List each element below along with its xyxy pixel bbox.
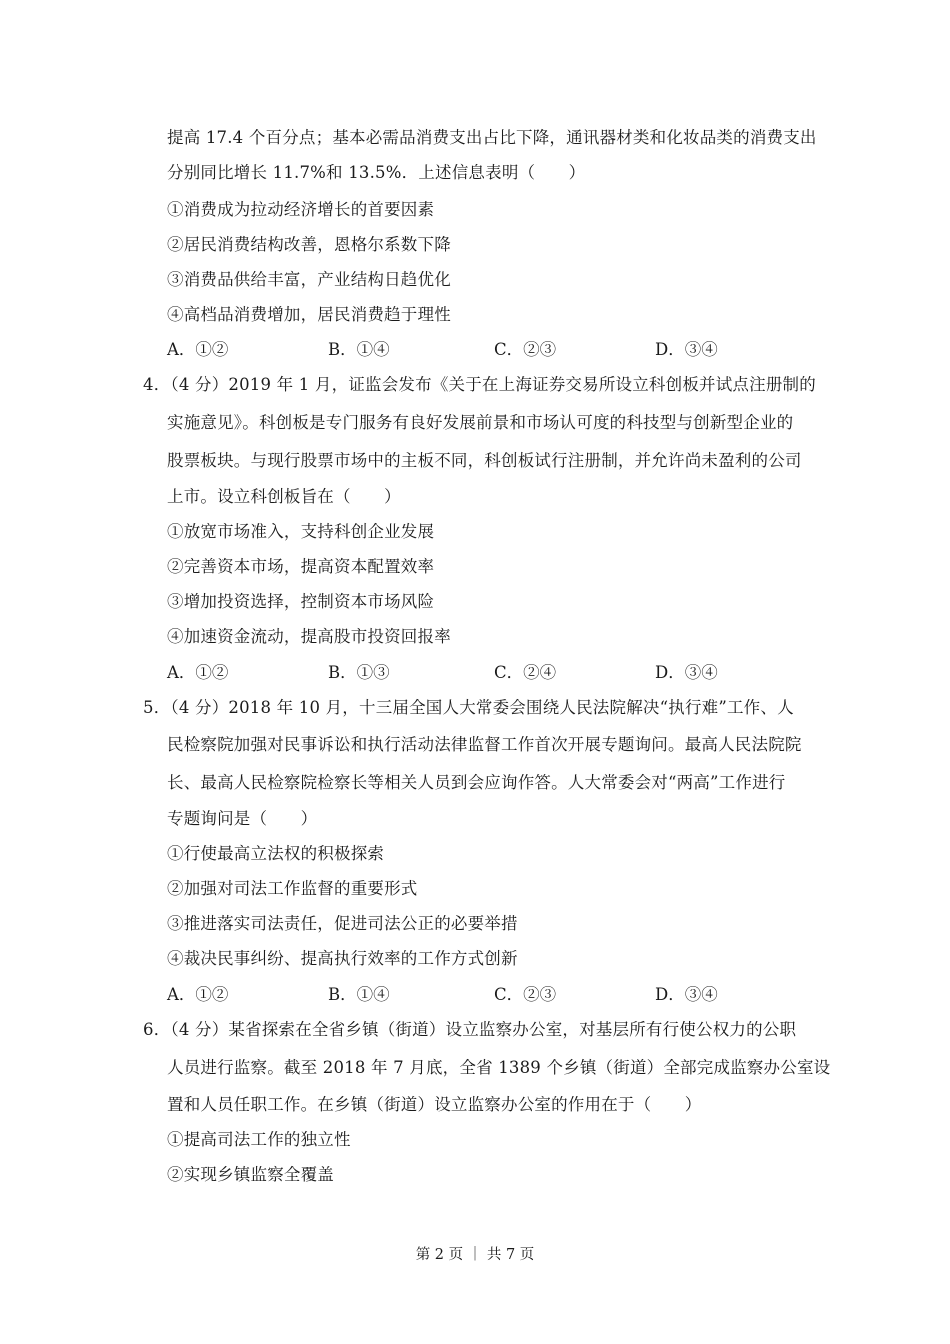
q3-option-b: B．①④ bbox=[328, 340, 390, 359]
q5-option-b: B．①④ bbox=[328, 985, 390, 1004]
q3-line-1: 提高 17.4 个百分点；基本必需品消费支出占比下降，通讯器材类和化妆品类的消费支出 bbox=[167, 128, 817, 147]
q6-item-2: ②实现乡镇监察全覆盖 bbox=[167, 1165, 334, 1184]
q3-option-c: C．②③ bbox=[494, 340, 557, 359]
q6-line-3: 置和人员任职工作。在乡镇（街道）设立监察办公室的作用在于（ ） bbox=[167, 1095, 702, 1114]
q6-line-1: 6．（4 分）某省探索在全省乡镇（街道）设立监察办公室，对基层所有行使公权力的公职 bbox=[143, 1020, 797, 1039]
q5-line-4: 专题询问是（ ） bbox=[167, 809, 318, 828]
q5-option-d: D．③④ bbox=[655, 985, 718, 1004]
q3-option-a: A．①② bbox=[167, 340, 229, 359]
q3-option-d: D．③④ bbox=[655, 340, 718, 359]
q5-item-4: ④裁决民事纠纷、提高执行效率的工作方式创新 bbox=[167, 949, 518, 968]
q4-item-1: ①放宽市场准入，支持科创企业发展 bbox=[167, 522, 435, 541]
q3-item-4: ④高档品消费增加，居民消费趋于理性 bbox=[167, 305, 451, 324]
page-footer: 第 2 页 ｜ 共 7 页 bbox=[415, 1247, 535, 1263]
q4-item-2: ②完善资本市场，提高资本配置效率 bbox=[167, 557, 435, 576]
q4-option-c: C．②④ bbox=[494, 663, 557, 682]
q6-line-2: 人员进行监察。截至 2018 年 7 月底，全省 1389 个乡镇（街道）全部完成监察办公室设 bbox=[167, 1058, 831, 1077]
q6-item-1: ①提高司法工作的独立性 bbox=[167, 1130, 351, 1149]
q3-item-3: ③消费品供给丰富，产业结构日趋优化 bbox=[167, 270, 451, 289]
q4-item-4: ④加速资金流动，提高股市投资回报率 bbox=[167, 627, 451, 646]
q4-line-2: 实施意见》。科创板是专门服务有良好发展前景和市场认可度的科技型与创新型企业的 bbox=[167, 413, 794, 432]
q5-option-c: C．②③ bbox=[494, 985, 557, 1004]
q3-item-2: ②居民消费结构改善，恩格尔系数下降 bbox=[167, 235, 451, 254]
q4-option-a: A．①② bbox=[167, 663, 229, 682]
q5-line-2: 民检察院加强对民事诉讼和执行活动法律监督工作首次开展专题询问。最高人民法院院 bbox=[167, 735, 802, 754]
q4-option-b: B．①③ bbox=[328, 663, 390, 682]
q3-line-2: 分别同比增长 11.7%和 13.5%．上述信息表明（ ） bbox=[167, 163, 586, 182]
q4-line-3: 股票板块。与现行股票市场中的主板不同，科创板试行注册制，并允许尚未盈利的公司 bbox=[167, 451, 802, 470]
q5-line-3: 长、最高人民检察院检察长等相关人员到会应询作答。人大常委会对“两高”工作进行 bbox=[167, 773, 786, 792]
q5-line-1: 5．（4 分）2018 年 10 月，十三届全国人大常委会围绕人民法院解决“执行难”工作、人 bbox=[143, 698, 794, 717]
q5-item-2: ②加强对司法工作监督的重要形式 bbox=[167, 879, 418, 898]
q5-item-1: ①行使最高立法权的积极探索 bbox=[167, 844, 385, 863]
q3-item-1: ①消费成为拉动经济增长的首要因素 bbox=[167, 200, 435, 219]
q5-option-a: A．①② bbox=[167, 985, 229, 1004]
q4-item-3: ③增加投资选择，控制资本市场风险 bbox=[167, 592, 435, 611]
q4-line-1: 4．（4 分）2019 年 1 月，证监会发布《关于在上海证券交易所设立科创板并试点注册制的 bbox=[143, 375, 816, 394]
q4-line-4: 上市。设立科创板旨在（ ） bbox=[167, 487, 401, 506]
q4-option-d: D．③④ bbox=[655, 663, 718, 682]
q5-item-3: ③推进落实司法责任，促进司法公正的必要举措 bbox=[167, 914, 518, 933]
